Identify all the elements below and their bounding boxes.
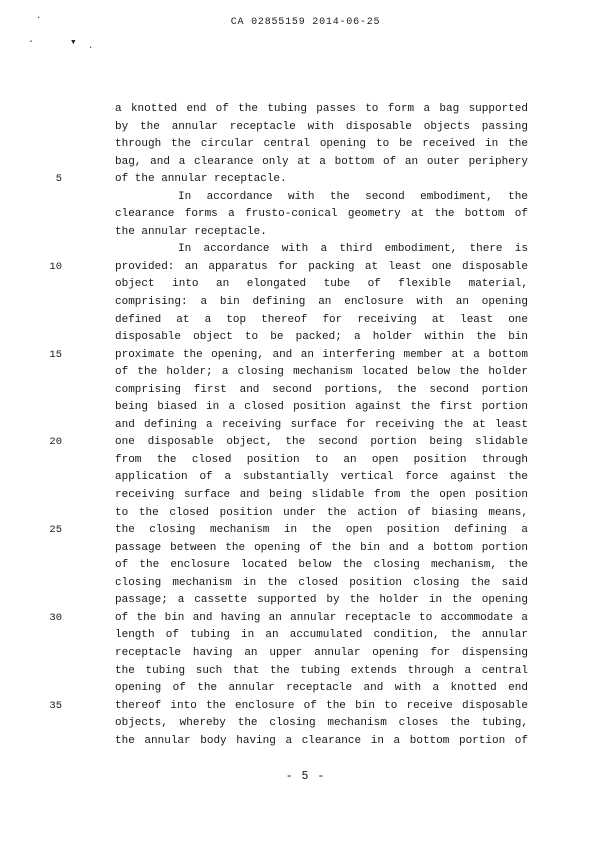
line-number — [0, 224, 68, 242]
line-text: through the circular central opening to be received in the — [115, 138, 528, 151]
line-text: the tubing such that the tubing extends through a central — [115, 664, 528, 677]
line-number — [0, 487, 68, 505]
text-line-row — [0, 189, 611, 207]
text-line-row — [0, 382, 611, 400]
line-number — [0, 557, 68, 575]
line-number — [0, 417, 68, 435]
line-text: comprising: a bin defining an enclosure with an opening — [115, 296, 528, 309]
text-line-row — [0, 171, 611, 189]
line-number — [0, 645, 68, 663]
line-number — [0, 452, 68, 470]
text-line-row — [0, 119, 611, 137]
line-text: bag, and a clearance only at a bottom of an outer periphery — [115, 155, 528, 168]
line-text: and defining a receiving surface for receiving the at least — [115, 418, 528, 431]
text-line-row — [0, 663, 611, 681]
text-line-row — [0, 522, 611, 540]
line-text: length of tubing in an accumulated condition, the annular — [115, 629, 528, 642]
scan-artifact-mark: · — [36, 13, 42, 23]
text-line-row — [0, 715, 611, 733]
text-line-row — [0, 154, 611, 172]
line-text: from the closed position to an open position through — [115, 453, 528, 466]
line-number — [0, 505, 68, 523]
text-line-row — [0, 329, 611, 347]
line-number: 35 — [49, 699, 62, 712]
text-line-row — [0, 452, 611, 470]
text-line-row — [0, 399, 611, 417]
text-line-row — [0, 557, 611, 575]
text-line-row — [0, 241, 611, 259]
line-number — [0, 399, 68, 417]
document-header: CA 02855159 2014-06-25 — [230, 17, 381, 28]
line-text: clearance forms a frusto-conical geometry at the bottom of — [115, 208, 528, 221]
text-line-row — [0, 645, 611, 663]
line-text: receptacle having an upper annular opening for dispensing — [115, 646, 528, 659]
line-text: of the annular receptacle. — [115, 173, 287, 186]
scan-artifact-mark: ▾ — [70, 37, 77, 49]
line-text: one disposable object, the second portion being slidable — [115, 436, 528, 449]
line-text: object into an elongated tube of flexible material, — [115, 278, 528, 291]
text-line-row — [0, 680, 611, 698]
line-text: of the holder; a closing mechanism located below the holder — [115, 366, 528, 379]
text-line-row — [0, 276, 611, 294]
text-line-row — [0, 575, 611, 593]
text-line-row — [0, 540, 611, 558]
line-number — [0, 575, 68, 593]
text-line-row — [0, 206, 611, 224]
text-line-row — [0, 364, 611, 382]
text-line-row — [0, 733, 611, 751]
line-number: 5 — [55, 173, 62, 186]
line-text: proximate the opening, and an interfering member at a bottom — [115, 348, 528, 361]
line-number — [0, 627, 68, 645]
line-number — [0, 276, 68, 294]
text-line-row — [0, 469, 611, 487]
line-number — [0, 206, 68, 224]
document-body — [0, 101, 611, 750]
line-number — [0, 540, 68, 558]
line-text: disposable object to be packed; a holder within the bin — [115, 331, 528, 344]
line-number — [0, 680, 68, 698]
line-text: application of a substantially vertical force against the — [115, 471, 528, 484]
scan-artifact-mark: · — [88, 43, 94, 53]
text-line-row — [0, 592, 611, 610]
text-line-row — [0, 417, 611, 435]
text-line-row — [0, 698, 611, 716]
line-text: In accordance with a third embodiment, there is — [178, 243, 528, 256]
line-number — [0, 136, 68, 154]
line-number — [0, 119, 68, 137]
line-text: a knotted end of the tubing passes to form a bag supported — [115, 103, 528, 115]
text-line-row — [0, 505, 611, 523]
line-text: of the enclosure located below the closing mechanism, the — [115, 559, 528, 572]
line-text: closing mechanism in the closed position closing the said — [115, 576, 528, 589]
line-text: by the annular receptacle with disposable objects passing — [115, 120, 528, 133]
line-number — [0, 715, 68, 733]
line-text: defined at a top thereof for receiving at least one — [115, 313, 528, 326]
line-text: opening of the annular receptacle and with a knotted end — [115, 682, 528, 695]
line-number — [0, 663, 68, 681]
line-number — [0, 312, 68, 330]
line-text: thereof into the enclosure of the bin to receive disposable — [115, 699, 528, 712]
line-number: 30 — [49, 611, 62, 624]
text-line-row — [0, 101, 611, 119]
line-text: of the bin and having an annular receptacle to accommodate a — [115, 611, 528, 624]
page-number: - 5 - — [285, 770, 326, 783]
line-text: passage between the opening of the bin and a bottom portion — [115, 541, 528, 554]
line-text: the annular body having a clearance in a bottom portion of — [115, 734, 528, 747]
text-line-row — [0, 610, 611, 628]
line-number — [0, 189, 68, 207]
text-line-row — [0, 487, 611, 505]
line-number — [0, 154, 68, 172]
text-line-row — [0, 627, 611, 645]
line-text: objects, whereby the closing mechanism closes the tubing, — [115, 717, 528, 730]
text-line-row — [0, 136, 611, 154]
text-line-row — [0, 224, 611, 242]
line-number — [0, 592, 68, 610]
line-number — [0, 329, 68, 347]
line-number — [0, 294, 68, 312]
scan-artifact-mark: · — [28, 37, 35, 48]
line-number: 10 — [49, 260, 62, 273]
line-text: the closing mechanism in the open position defining a — [115, 524, 528, 537]
line-number — [0, 364, 68, 382]
line-number — [0, 241, 68, 259]
line-number — [0, 469, 68, 487]
line-text: In accordance with the second embodiment, the — [178, 190, 528, 203]
text-line-row — [0, 434, 611, 452]
line-text: provided: an apparatus for packing at least one disposable — [115, 260, 528, 273]
line-number: 15 — [49, 348, 62, 361]
text-line-row — [0, 294, 611, 312]
line-number: 25 — [49, 524, 62, 537]
text-line-row — [0, 347, 611, 365]
line-text: the annular receptacle. — [115, 225, 267, 238]
line-text: receiving surface and being slidable from the open position — [115, 489, 528, 502]
line-text: being biased in a closed position against the first portion — [115, 401, 528, 414]
line-number — [0, 733, 68, 751]
line-number — [0, 101, 68, 119]
text-line-row — [0, 312, 611, 330]
line-text: passage; a cassette supported by the holder in the opening — [115, 594, 528, 607]
line-text: to the closed position under the action of biasing means, — [115, 506, 528, 519]
line-text: comprising first and second portions, the second portion — [115, 383, 528, 396]
line-number: 20 — [49, 436, 62, 449]
line-number — [0, 382, 68, 400]
text-line-row — [0, 259, 611, 277]
